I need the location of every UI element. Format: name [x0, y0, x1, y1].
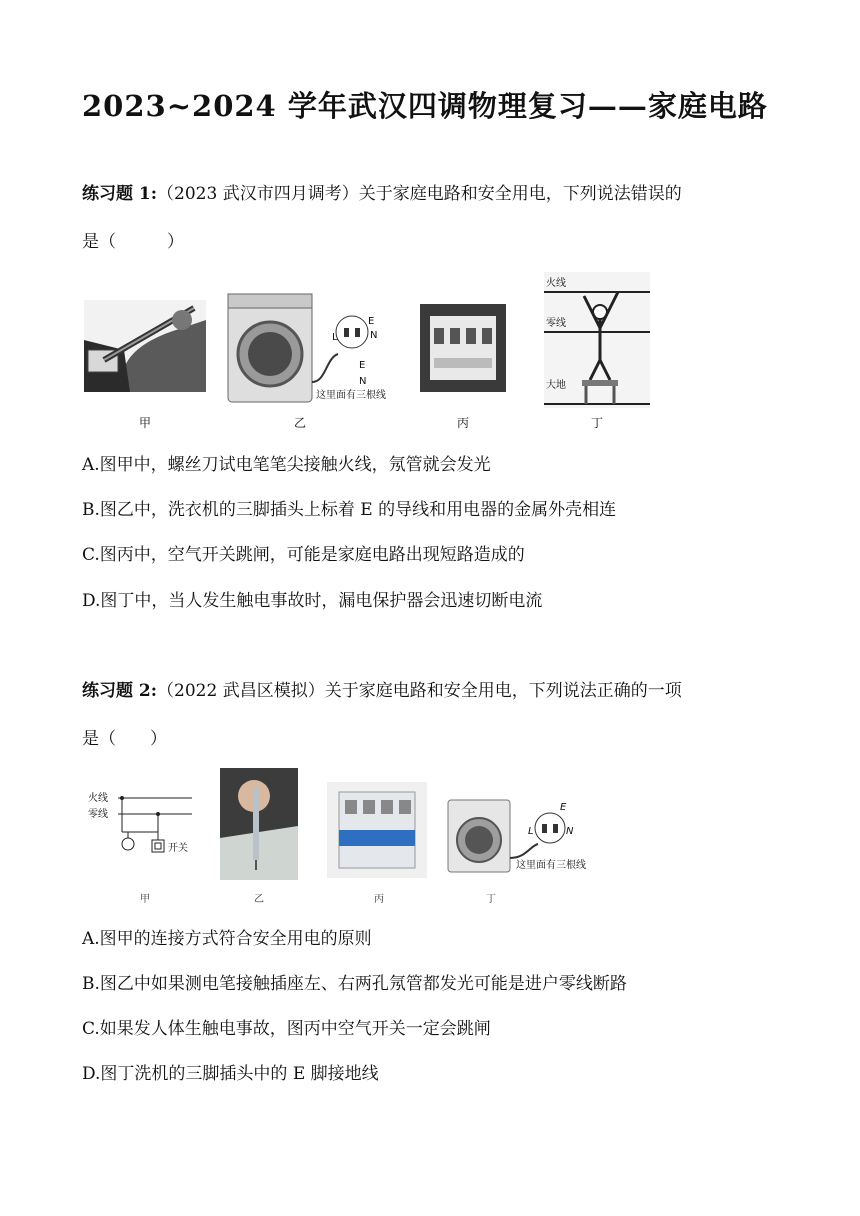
q1-fig-ding-shock: [544, 272, 650, 408]
q2-fig-ding-washer: [446, 798, 600, 874]
q1-fig-yi-note: 这里面有三根线: [316, 390, 386, 401]
q1-caption-ding: 丁: [590, 416, 603, 430]
q2-fig-ding-note: 这里面有三根线: [516, 860, 586, 871]
q1-label: 练习题 1:: [82, 184, 158, 204]
q1-fig-jia-tester-photo: [84, 300, 206, 392]
q2-stem-cont: 是（ ）: [82, 729, 167, 749]
q2-label: 练习题 2:: [82, 681, 158, 701]
q1-fig-bing-air-switch: [420, 304, 506, 392]
q2-caption-bing: 丙: [374, 894, 384, 905]
q1-stem: [82, 170, 782, 266]
q1-option-b: B.图乙中，洗衣机的三脚插头上标着 E 的导线和用电器的金属外壳相连: [82, 500, 617, 520]
q2-fig-jia-switch: 开关: [168, 843, 188, 854]
q2-fig-bing-air-switch: [327, 782, 427, 878]
q1-option-a: A.图甲中，螺丝刀试电笔笔尖接触火线，氖管就会发光: [82, 455, 491, 475]
q1-option-d: D.图丁中，当人发生触电事故时，漏电保护器会迅速切断电流: [82, 591, 543, 611]
q2-stem-text: （2022 武昌区模拟）关于家庭电路和安全用电，下列说法正确的一项: [157, 681, 682, 701]
q1-option-c: C.图丙中，空气开关跳闸，可能是家庭电路出现短路造成的: [82, 545, 525, 565]
q2-fig-ding-E: E: [560, 802, 567, 813]
q2-fig-jia-neutral: 零线: [88, 809, 108, 820]
q2-caption-jia: 甲: [140, 894, 150, 905]
q1-fig-yi-E: E: [368, 316, 375, 327]
q2-fig-jia-live: 火线: [88, 793, 108, 804]
q1-stem-text: （2023 武汉市四月调考）关于家庭电路和安全用电，下列说法错误的: [157, 184, 682, 204]
q2-fig-jia-circuit: [88, 784, 198, 868]
q1-caption-jia: 甲: [138, 416, 151, 430]
q1-fig-yi-washer: [226, 292, 416, 406]
q2-option-c: C.如果发人体生触电事故，图丙中空气开关一定会跳闸: [82, 1019, 491, 1039]
q1-caption-bing: 丙: [456, 416, 469, 430]
q2-stem: [82, 667, 782, 763]
q2-fig-ding-N: N: [566, 826, 574, 837]
q1-stem-cont: 是（ ）: [82, 232, 184, 252]
q2-option-b: B.图乙中如果测电笔接触插座左、右两孔氖管都发光可能是进户零线断路: [82, 974, 627, 994]
q2-caption-yi: 乙: [254, 894, 264, 905]
q2-option-d: D.图丁洗机的三脚插头中的 E 脚接地线: [82, 1064, 379, 1084]
q1-fig-yi-L: L: [332, 332, 338, 343]
page-title: 2023~2024 学年武汉四调物理复习——家庭电路: [82, 89, 768, 123]
q2-fig-ding-L: L: [528, 826, 534, 837]
q1-fig-yi-N: N: [370, 330, 378, 341]
q2-caption-ding: 丁: [486, 894, 496, 905]
q1-fig-yi-N2: N: [359, 376, 367, 387]
q1-fig-ding-live: 火线: [546, 278, 566, 289]
q1-fig-ding-neutral: 零线: [546, 318, 566, 329]
q2-fig-yi-test-pen-photo: [220, 768, 298, 880]
q1-caption-yi: 乙: [293, 416, 306, 430]
q1-fig-ding-earth: 大地: [546, 380, 566, 391]
q2-option-a: A.图甲的连接方式符合安全用电的原则: [82, 929, 372, 949]
q1-fig-yi-E2: E: [359, 360, 366, 371]
